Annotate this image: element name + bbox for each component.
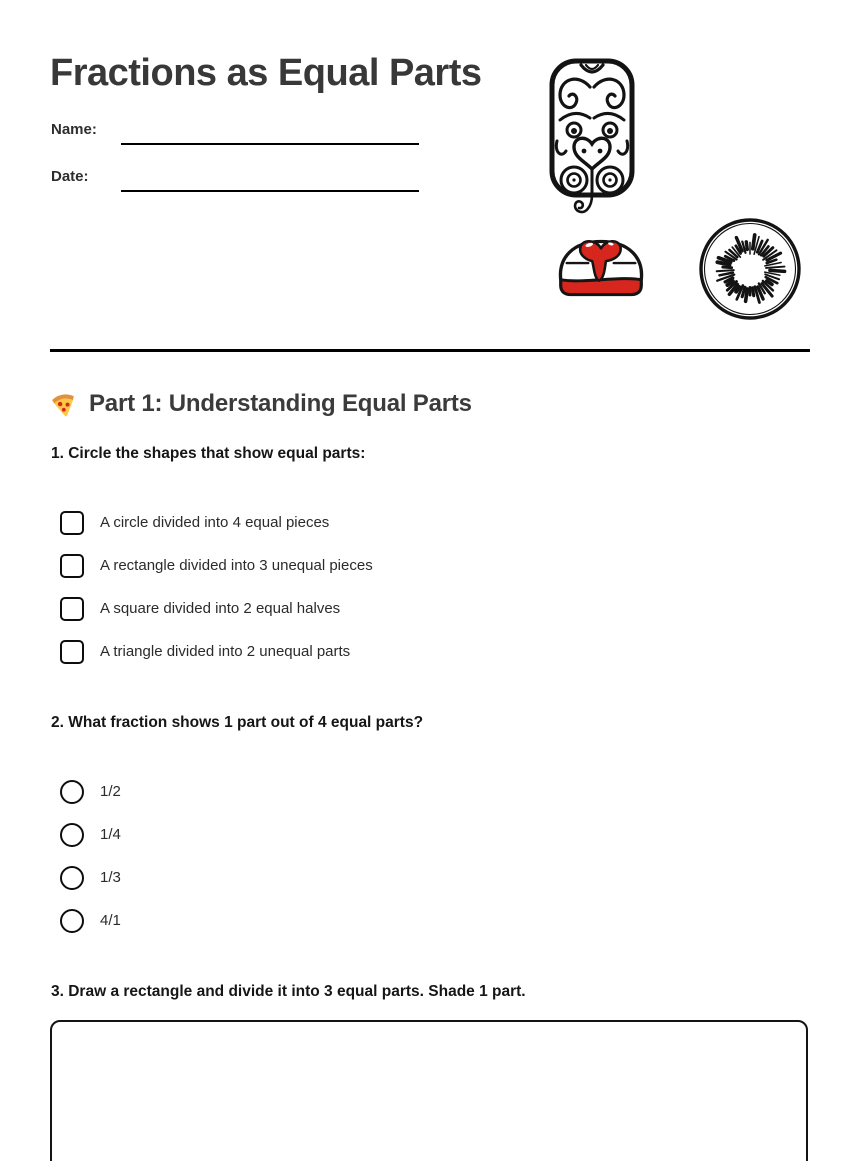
q1-option-row[interactable]	[60, 639, 350, 664]
q1-option-row[interactable]	[60, 596, 340, 621]
pavlova-dessert-illustration	[552, 230, 650, 304]
q1-option-row[interactable]	[60, 510, 329, 535]
q1-option-label: A circle divided into 4 equal pieces	[100, 514, 330, 531]
radio-icon[interactable]	[60, 823, 84, 847]
q2-option-label: 1/2	[100, 783, 121, 800]
drawing-area[interactable]	[50, 1020, 808, 1161]
radio-icon[interactable]	[60, 866, 84, 890]
name-input-line[interactable]	[121, 143, 419, 145]
maori-tiki-mask-illustration	[548, 57, 636, 217]
q1-option-label: A triangle divided into 2 unequal parts	[100, 643, 351, 660]
page-title: Fractions as Equal Parts	[50, 52, 482, 94]
question2-prompt: 2. What fraction shows 1 part out of 4 equal parts?	[51, 714, 424, 731]
q2-option-row[interactable]	[60, 779, 121, 804]
q2-option-label: 4/1	[100, 912, 121, 929]
part1-heading-text: Part 1: Understanding Equal Parts	[89, 390, 472, 417]
name-label: Name:	[51, 121, 97, 138]
pizza-icon	[50, 390, 78, 418]
checkbox-icon[interactable]	[60, 640, 84, 664]
q2-option-label: 1/4	[100, 826, 121, 843]
question1-prompt: 1. Circle the shapes that show equal parts:	[51, 445, 366, 462]
kiwi-fruit-slice-illustration	[697, 216, 803, 322]
checkbox-icon[interactable]	[60, 511, 84, 535]
part1-heading	[50, 388, 472, 420]
q1-option-label: A rectangle divided into 3 unequal pieces	[100, 557, 373, 574]
date-label: Date:	[51, 168, 89, 185]
checkbox-icon[interactable]	[60, 554, 84, 578]
q2-option-row[interactable]	[60, 908, 121, 933]
q1-option-label: A square divided into 2 equal halves	[100, 600, 341, 617]
section-divider	[50, 349, 810, 352]
checkbox-icon[interactable]	[60, 597, 84, 621]
radio-icon[interactable]	[60, 909, 84, 933]
q2-option-row[interactable]	[60, 822, 121, 847]
q2-option-label: 1/3	[100, 869, 121, 886]
q1-option-row[interactable]	[60, 553, 373, 578]
q2-option-row[interactable]	[60, 865, 121, 890]
date-input-line[interactable]	[121, 190, 419, 192]
radio-icon[interactable]	[60, 780, 84, 804]
question3-prompt: 3. Draw a rectangle and divide it into 3 equal parts. Shade 1 part.	[51, 983, 526, 1000]
